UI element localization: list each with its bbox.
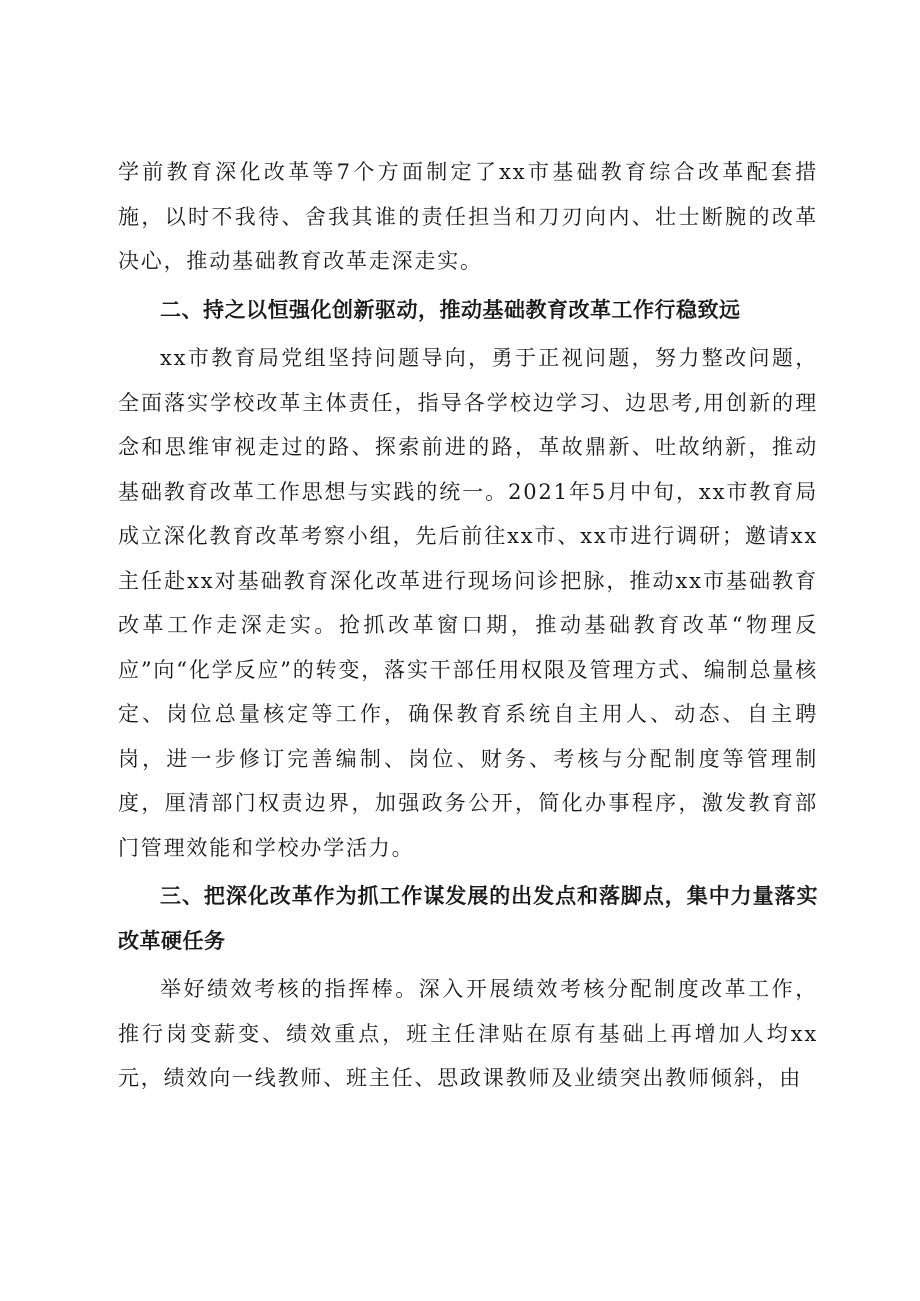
paragraph-continuation: 学前教育深化改革等7个方面制定了xx市基础教育综合改革配套措施，以时不我待、舍我其谁的责任担当和刀刃向内、壮士断腕的改革决心，推动基础教育改革走深走实。 <box>118 160 818 273</box>
section-heading-3: 三、把深化改革作为抓工作谋发展的出发点和落脚点，集中力量落实改革硬任务 <box>118 884 818 953</box>
paragraph-section-2: xx市教育局党组坚持问题导向，勇于正视问题，努力整改问题，全面落实学校改革主体责任，指导各学校边学习、边思考,用创新的理念和思维审视走过的路、探索前进的路，革故鼎新、吐故纳新，推动基础教育改革工作思想与实践的统一。2021年5月中旬，xx市教育局成立深化教育改革考察小组，先后前往xx市、xx市进行调研；邀请xx主任赴xx对基础教育深化改革进行现场问诊把脉，推动xx市基础教育改革工作走深走实。抢抓改革窗口期，推动基础教育改革“物理反应”向“化学反应”的转变，落实干部任用权限及管理方式、编制总量核定、岗位总量核定等工作，确保教育系统自主用人、动态、自主聘岗，进一步修订完善编制、岗位、财务、考核与分配制度等管理制度，厘清部门权责边界，加强政务公开，简化办事程序，激发教育部门管理效能和学校办学活力。 <box>118 346 818 860</box>
paragraph-section-3: 举好绩效考核的指挥棒。深入开展绩效考核分配制度改革工作，推行岗变薪变、绩效重点，班主任津贴在原有基础上再增加人均xx元，绩效向一线教师、班主任、思政课教师及业绩突出教师倾斜，由 <box>118 977 818 1090</box>
section-heading-2: 二、持之以恒强化创新驱动，推动基础教育改革工作行稳致远 <box>160 297 741 322</box>
document-body <box>118 150 818 1101</box>
